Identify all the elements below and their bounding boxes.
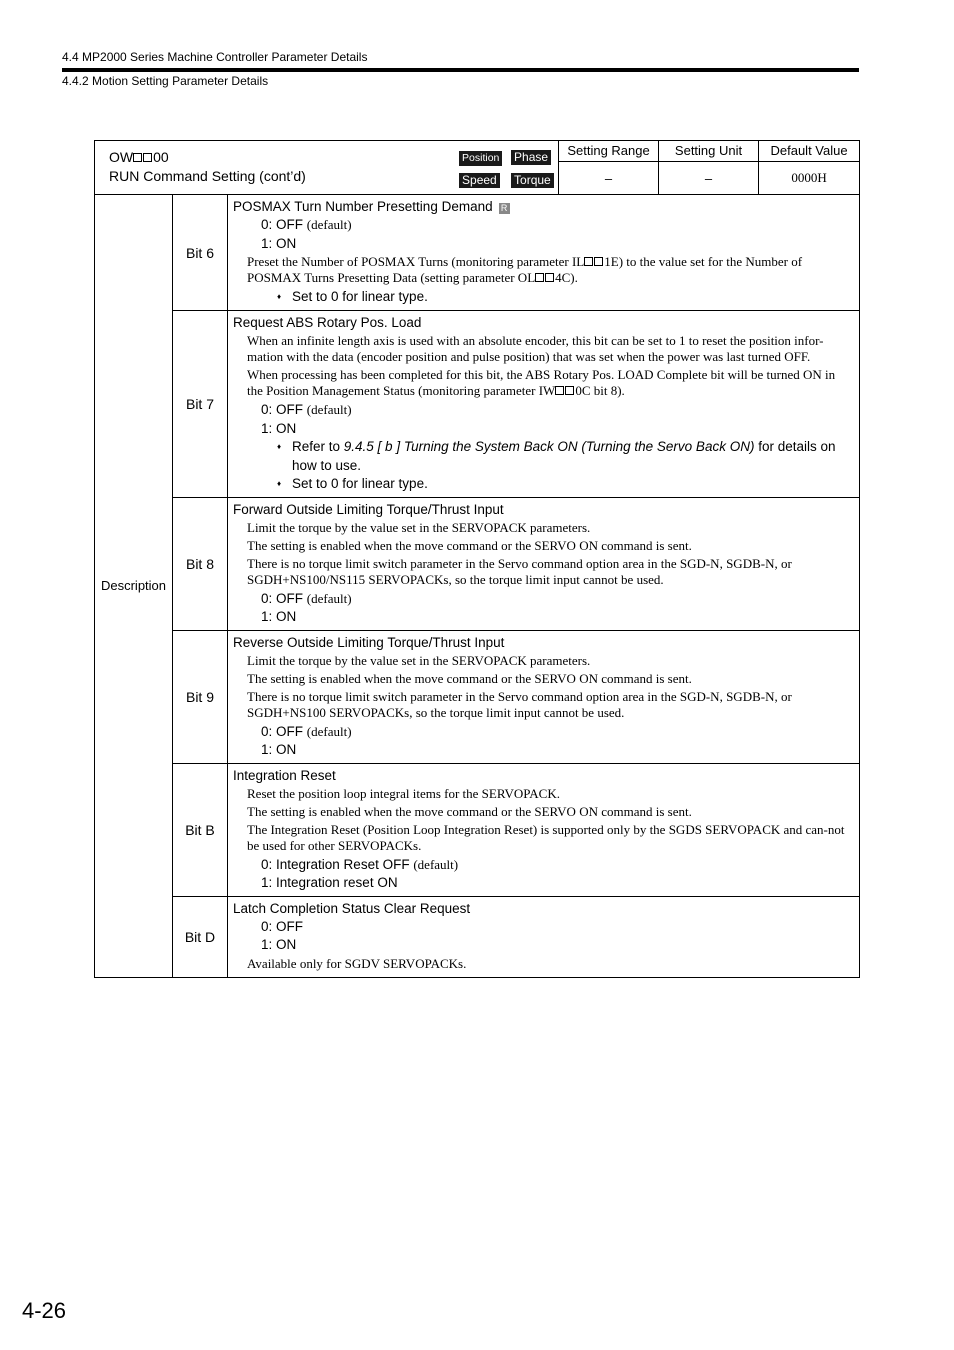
- placeholder-box-icon: [545, 273, 554, 282]
- bit-label: Bit 7: [173, 311, 228, 498]
- setting-unit-value: –: [659, 162, 759, 195]
- option-off: 0: OFF (default): [261, 723, 352, 739]
- tag-torque: Torque: [511, 173, 554, 188]
- option-on: 1: ON: [261, 742, 297, 757]
- setting-unit-header: Setting Unit: [659, 141, 759, 162]
- placeholder-box-icon: [565, 386, 574, 395]
- bit-content: [228, 630, 860, 763]
- option-on: 1: Integration reset ON: [261, 875, 398, 890]
- bit-title: POSMAX Turn Number Presetting Demand R: [233, 198, 853, 216]
- default-value: 0000H: [759, 162, 860, 195]
- parameter-code: OW 00: [109, 149, 169, 165]
- tag-phase: Phase: [511, 150, 551, 165]
- option-off: 0: OFF (default): [261, 402, 352, 417]
- bit-label: Bit 8: [173, 497, 228, 630]
- placeholder-box-icon: [555, 386, 564, 395]
- placeholder-box-icon: [133, 153, 142, 162]
- header-rule: [62, 68, 859, 72]
- page-number: 4-26: [22, 1298, 67, 1323]
- bit-paragraph: There is no torque limit switch parameter in the Servo command option area in the SGD-N, SGDB-N, or SGDH+NS100 SERVOPACKs, so the torque limit input cannot be used.: [247, 688, 792, 720]
- bit-paragraph: Reset the position loop integral items for the SERVOPACK.: [247, 785, 560, 801]
- bit-label: Bit B: [173, 763, 228, 896]
- bit-content: [228, 763, 860, 896]
- option-on: 1: ON: [261, 420, 297, 436]
- bit-paragraph: The setting is enabled when the move command or the SERVO ON command is sent.: [247, 670, 692, 686]
- option-off: 0: OFF (default): [261, 590, 352, 606]
- option-on: 1: ON: [261, 235, 297, 251]
- bit-content: [228, 497, 860, 630]
- tag-position: Position: [459, 151, 502, 166]
- bit-row: [95, 763, 860, 896]
- parameter-table: [94, 140, 860, 978]
- tag-speed: Speed: [459, 173, 500, 188]
- setting-range-header: Setting Range: [559, 141, 659, 162]
- bit-label: Bit D: [173, 896, 228, 977]
- bit-row: [95, 896, 860, 977]
- bit-title: Request ABS Rotary Pos. Load: [233, 315, 422, 330]
- option-off: 0: OFF: [261, 918, 304, 934]
- r-mark-icon: R: [499, 203, 510, 214]
- bit-paragraph: The setting is enabled when the move command or the SERVO ON command is sent.: [247, 803, 692, 819]
- bit-paragraph: The setting is enabled when the move command or the SERVO ON command is sent.: [247, 537, 692, 553]
- bit-row: [95, 311, 860, 498]
- bit-paragraph: There is no torque limit switch parameter in the Servo command option area in the SGD-N, SGDB-N, or SGDH+NS100/NS115 SERVOPACKs, so the torque limit input cannot be used.: [247, 555, 792, 587]
- bit-content: [228, 311, 860, 498]
- default-value-header: Default Value: [759, 141, 860, 162]
- placeholder-box-icon: [594, 257, 603, 266]
- setting-range-value: –: [559, 162, 659, 195]
- parameter-title-cell: [95, 141, 559, 195]
- bit-row: [95, 497, 860, 630]
- bit-title: Integration Reset: [233, 767, 336, 783]
- option-off: 0: Integration Reset OFF (default): [261, 856, 459, 872]
- description-label: Description: [95, 195, 173, 978]
- subsection-header: 4.4.2 Motion Setting Parameter Details: [62, 74, 269, 88]
- bit-paragraph: When processing has been completed for this bit, the ABS Rotary Pos. LOAD Complete bit will be turned ON in the Position Management Status (monitoring parameter IW 0C bit 8).: [247, 367, 836, 398]
- option-on: 1: ON: [261, 609, 297, 624]
- bit-label: Bit 9: [173, 630, 228, 763]
- placeholder-box-icon: [143, 153, 152, 162]
- bit-row: [95, 195, 860, 311]
- bullet-note: ♦ Set to 0 for linear type.: [233, 288, 853, 307]
- bit-title: Latch Completion Status Clear Request: [233, 900, 471, 916]
- bullet-note: ♦ Set to 0 for linear type.: [233, 475, 853, 494]
- reference-link[interactable]: 9.4.5 [ b ] Turning the System Back ON (Turning the Servo Back ON): [343, 439, 755, 454]
- bit-paragraph: Limit the torque by the value set in the SERVOPACK parameters.: [247, 519, 591, 535]
- parameter-name: RUN Command Setting (cont’d): [109, 168, 306, 184]
- bullet-note: ♦ Refer to 9.4.5 [ b ] Turning the System Back ON (Turning the Servo Back ON) for details on how to use.: [233, 438, 853, 475]
- option-on: 1: ON: [261, 937, 297, 952]
- placeholder-box-icon: [535, 273, 544, 282]
- bit-paragraph: Preset the Number of POSMAX Turns (monitoring parameter IL 1E) to the value set for the Number of POSMAX Turns Presetting Data (setting parameter OL 4C).: [247, 254, 803, 285]
- bit-title: Reverse Outside Limiting Torque/Thrust Input: [233, 634, 505, 650]
- bit-paragraph: Limit the torque by the value set in the SERVOPACK parameters.: [247, 652, 591, 668]
- bit-row: [95, 630, 860, 763]
- bit-content: [228, 195, 860, 311]
- bit-title: Forward Outside Limiting Torque/Thrust Input: [233, 501, 504, 517]
- bit-content: [228, 896, 860, 977]
- placeholder-box-icon: [584, 257, 593, 266]
- section-header: 4.4 MP2000 Series Machine Controller Parameter Details: [62, 50, 368, 64]
- bit-paragraph: When an infinite length axis is used with an absolute encoder, this bit can be set to 1 to reset the position infor-mation with the data (encoder position and pulse position) that was set when the power was last turned OFF.: [247, 333, 824, 364]
- bit-paragraph: Available only for SGDV SERVOPACKs.: [247, 955, 467, 971]
- bit-paragraph: The Integration Reset (Position Loop Integration Reset) is supported only by the SGDS SERVOPACK and can-not be used for other SERVOPACKs.: [247, 821, 845, 853]
- bit-label: Bit 6: [173, 195, 228, 311]
- option-off: 0: OFF (default): [261, 217, 352, 232]
